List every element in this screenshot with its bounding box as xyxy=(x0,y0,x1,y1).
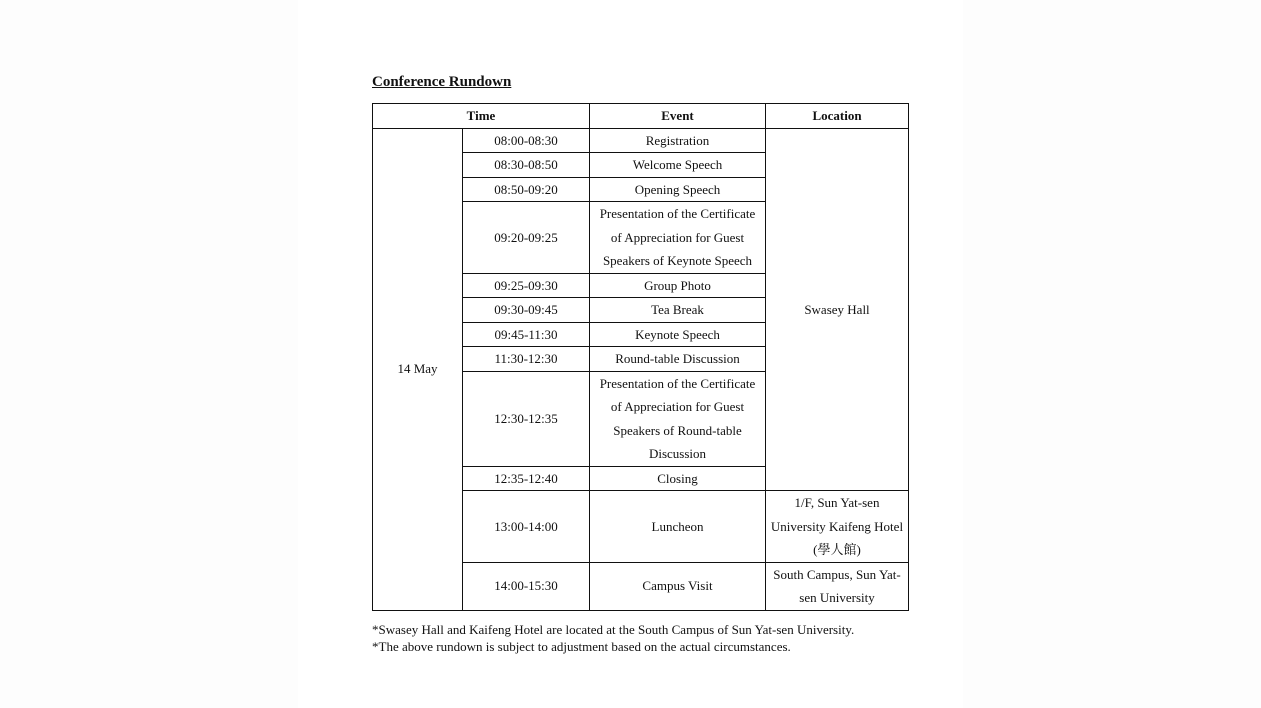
header-location: Location xyxy=(766,104,909,129)
page-title: Conference Rundown xyxy=(372,74,512,90)
event-cell: Opening Speech xyxy=(590,177,766,202)
time-cell: 12:35-12:40 xyxy=(463,466,590,491)
date-cell: 14 May xyxy=(373,128,463,610)
footnotes xyxy=(372,621,854,655)
event-cell: Round-table Discussion xyxy=(590,347,766,372)
event-cell: Tea Break xyxy=(590,298,766,323)
time-cell: 09:20-09:25 xyxy=(463,202,590,274)
time-cell: 14:00-15:30 xyxy=(463,562,590,610)
event-cell: Keynote Speech xyxy=(590,322,766,347)
time-cell: 08:30-08:50 xyxy=(463,153,590,178)
page-gutter-right xyxy=(963,0,1261,708)
location-cell-luncheon: 1/F, Sun Yat-sen University Kaifeng Hotel (學人館) xyxy=(766,491,909,563)
event-cell: Closing xyxy=(590,466,766,491)
header-event: Event xyxy=(590,104,766,129)
time-cell: 11:30-12:30 xyxy=(463,347,590,372)
time-cell: 08:50-09:20 xyxy=(463,177,590,202)
event-cell: Group Photo xyxy=(590,273,766,298)
event-cell: Registration xyxy=(590,128,766,153)
event-cell: Welcome Speech xyxy=(590,153,766,178)
footnote: *Swasey Hall and Kaifeng Hotel are located at the South Campus of Sun Yat-sen University. xyxy=(372,622,855,637)
event-cell: Campus Visit xyxy=(590,562,766,610)
table-row xyxy=(373,128,909,153)
event-cell: Luncheon xyxy=(590,491,766,563)
event-cell: Presentation of the Certificate of Appreciation for Guest Speakers of Keynote Speech xyxy=(590,202,766,274)
page-gutter-left xyxy=(0,0,298,708)
time-cell: 12:30-12:35 xyxy=(463,371,590,466)
time-cell: 09:25-09:30 xyxy=(463,273,590,298)
location-cell-campus: South Campus, Sun Yat-sen University xyxy=(766,562,909,610)
rundown-table xyxy=(372,103,909,611)
header-time: Time xyxy=(373,104,590,129)
event-cell: Presentation of the Certificate of Appreciation for Guest Speakers of Round-table Discussion xyxy=(590,371,766,466)
time-cell: 08:00-08:30 xyxy=(463,128,590,153)
time-cell: 13:00-14:00 xyxy=(463,491,590,563)
location-cell-main: Swasey Hall xyxy=(766,128,909,491)
header-row xyxy=(373,104,909,129)
time-cell: 09:30-09:45 xyxy=(463,298,590,323)
time-cell: 09:45-11:30 xyxy=(463,322,590,347)
footnote: *The above rundown is subject to adjustment based on the actual circumstances. xyxy=(372,639,791,654)
